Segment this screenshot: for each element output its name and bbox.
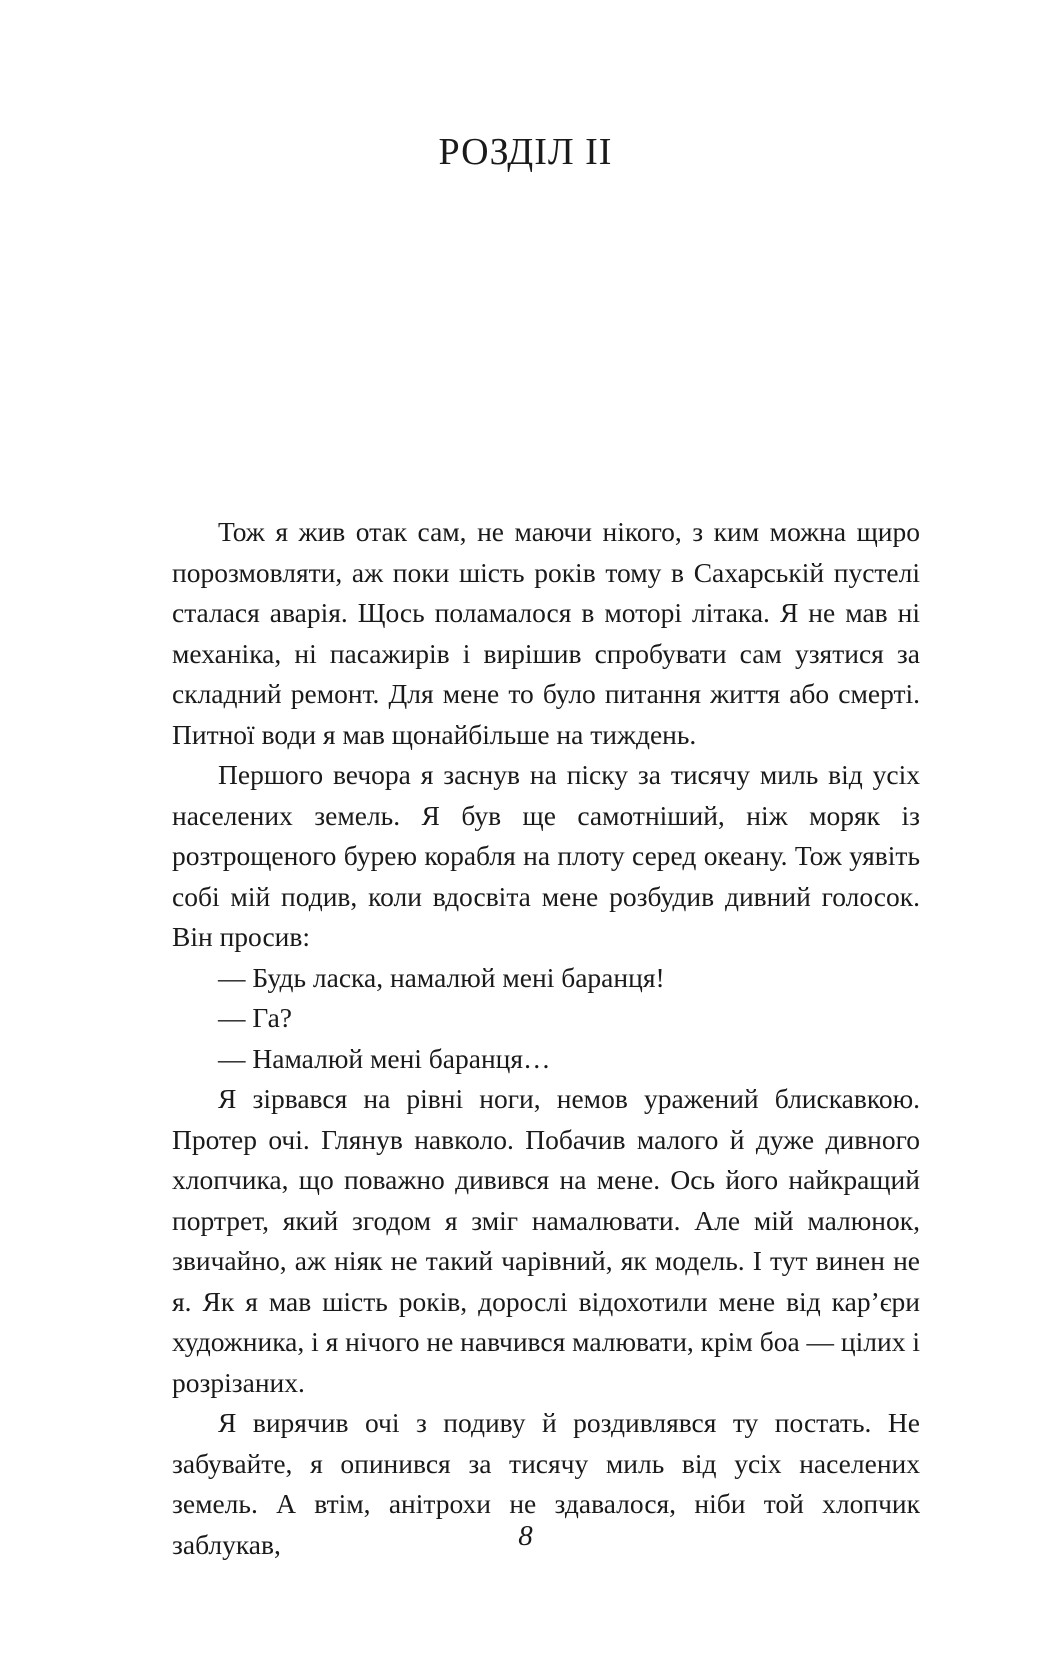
chapter-title: РОЗДІЛ II [438, 131, 613, 173]
body-text [172, 512, 920, 1565]
dialogue-line: — Га? [218, 1002, 293, 1033]
paragraph: Тож я жив отак сам, не маючи нікого, з ким можна щиро порозмовляти, аж поки шість років тому в Сахарській пустелі сталася аварія. Щось поламалося в моторі літака. Я не мав ні механіка, ні пасажирів і вирішив спробувати сам узятися за складний ремонт. Для мене то було питання життя або смерті. Питної води я мав щонайбільше на тиждень. [172, 516, 920, 750]
dialogue-line: — Намалюй мені баранця… [218, 1042, 551, 1074]
page-number: 8 [518, 1520, 533, 1552]
dialogue-line: — Будь ласка, намалюй мені баранця! [218, 961, 665, 993]
paragraph: Першого вечора я заснув на піску за тисячу миль від усіх населених земель. Я був ще самотніший, ніж моряк із розтрощеного бурею корабля на плоту серед океану. Тож уявіть собі мій подив, коли вдосвіта мене розбудив дивний голосок. Він просив: [172, 759, 920, 952]
paragraph: Я зірвався на рівні ноги, немов уражений блискавкою. Протер очі. Глянув навколо. Побачив малого й дуже дивного хлопчика, що поважно дивився на мене. Ось його найкращий портрет, який згодом я зміг намалювати. Але мій малюнок, звичайно, аж ніяк не такий чарівний, як модель. І тут винен не я. Як я мав шість років, дорослі відохотили мене від кар’єри художника, і я нічого не навчився малювати, крім боа — цілих і розрізаних. [172, 1083, 920, 1398]
paragraph: Я вирячив очі з подиву й роздивлявся ту постать. Не забувайте, я опинився за тисячу миль від усіх населених земель. А втім, анітрохи не здавалося, ніби той хлопчик заблукав, [172, 1407, 920, 1560]
